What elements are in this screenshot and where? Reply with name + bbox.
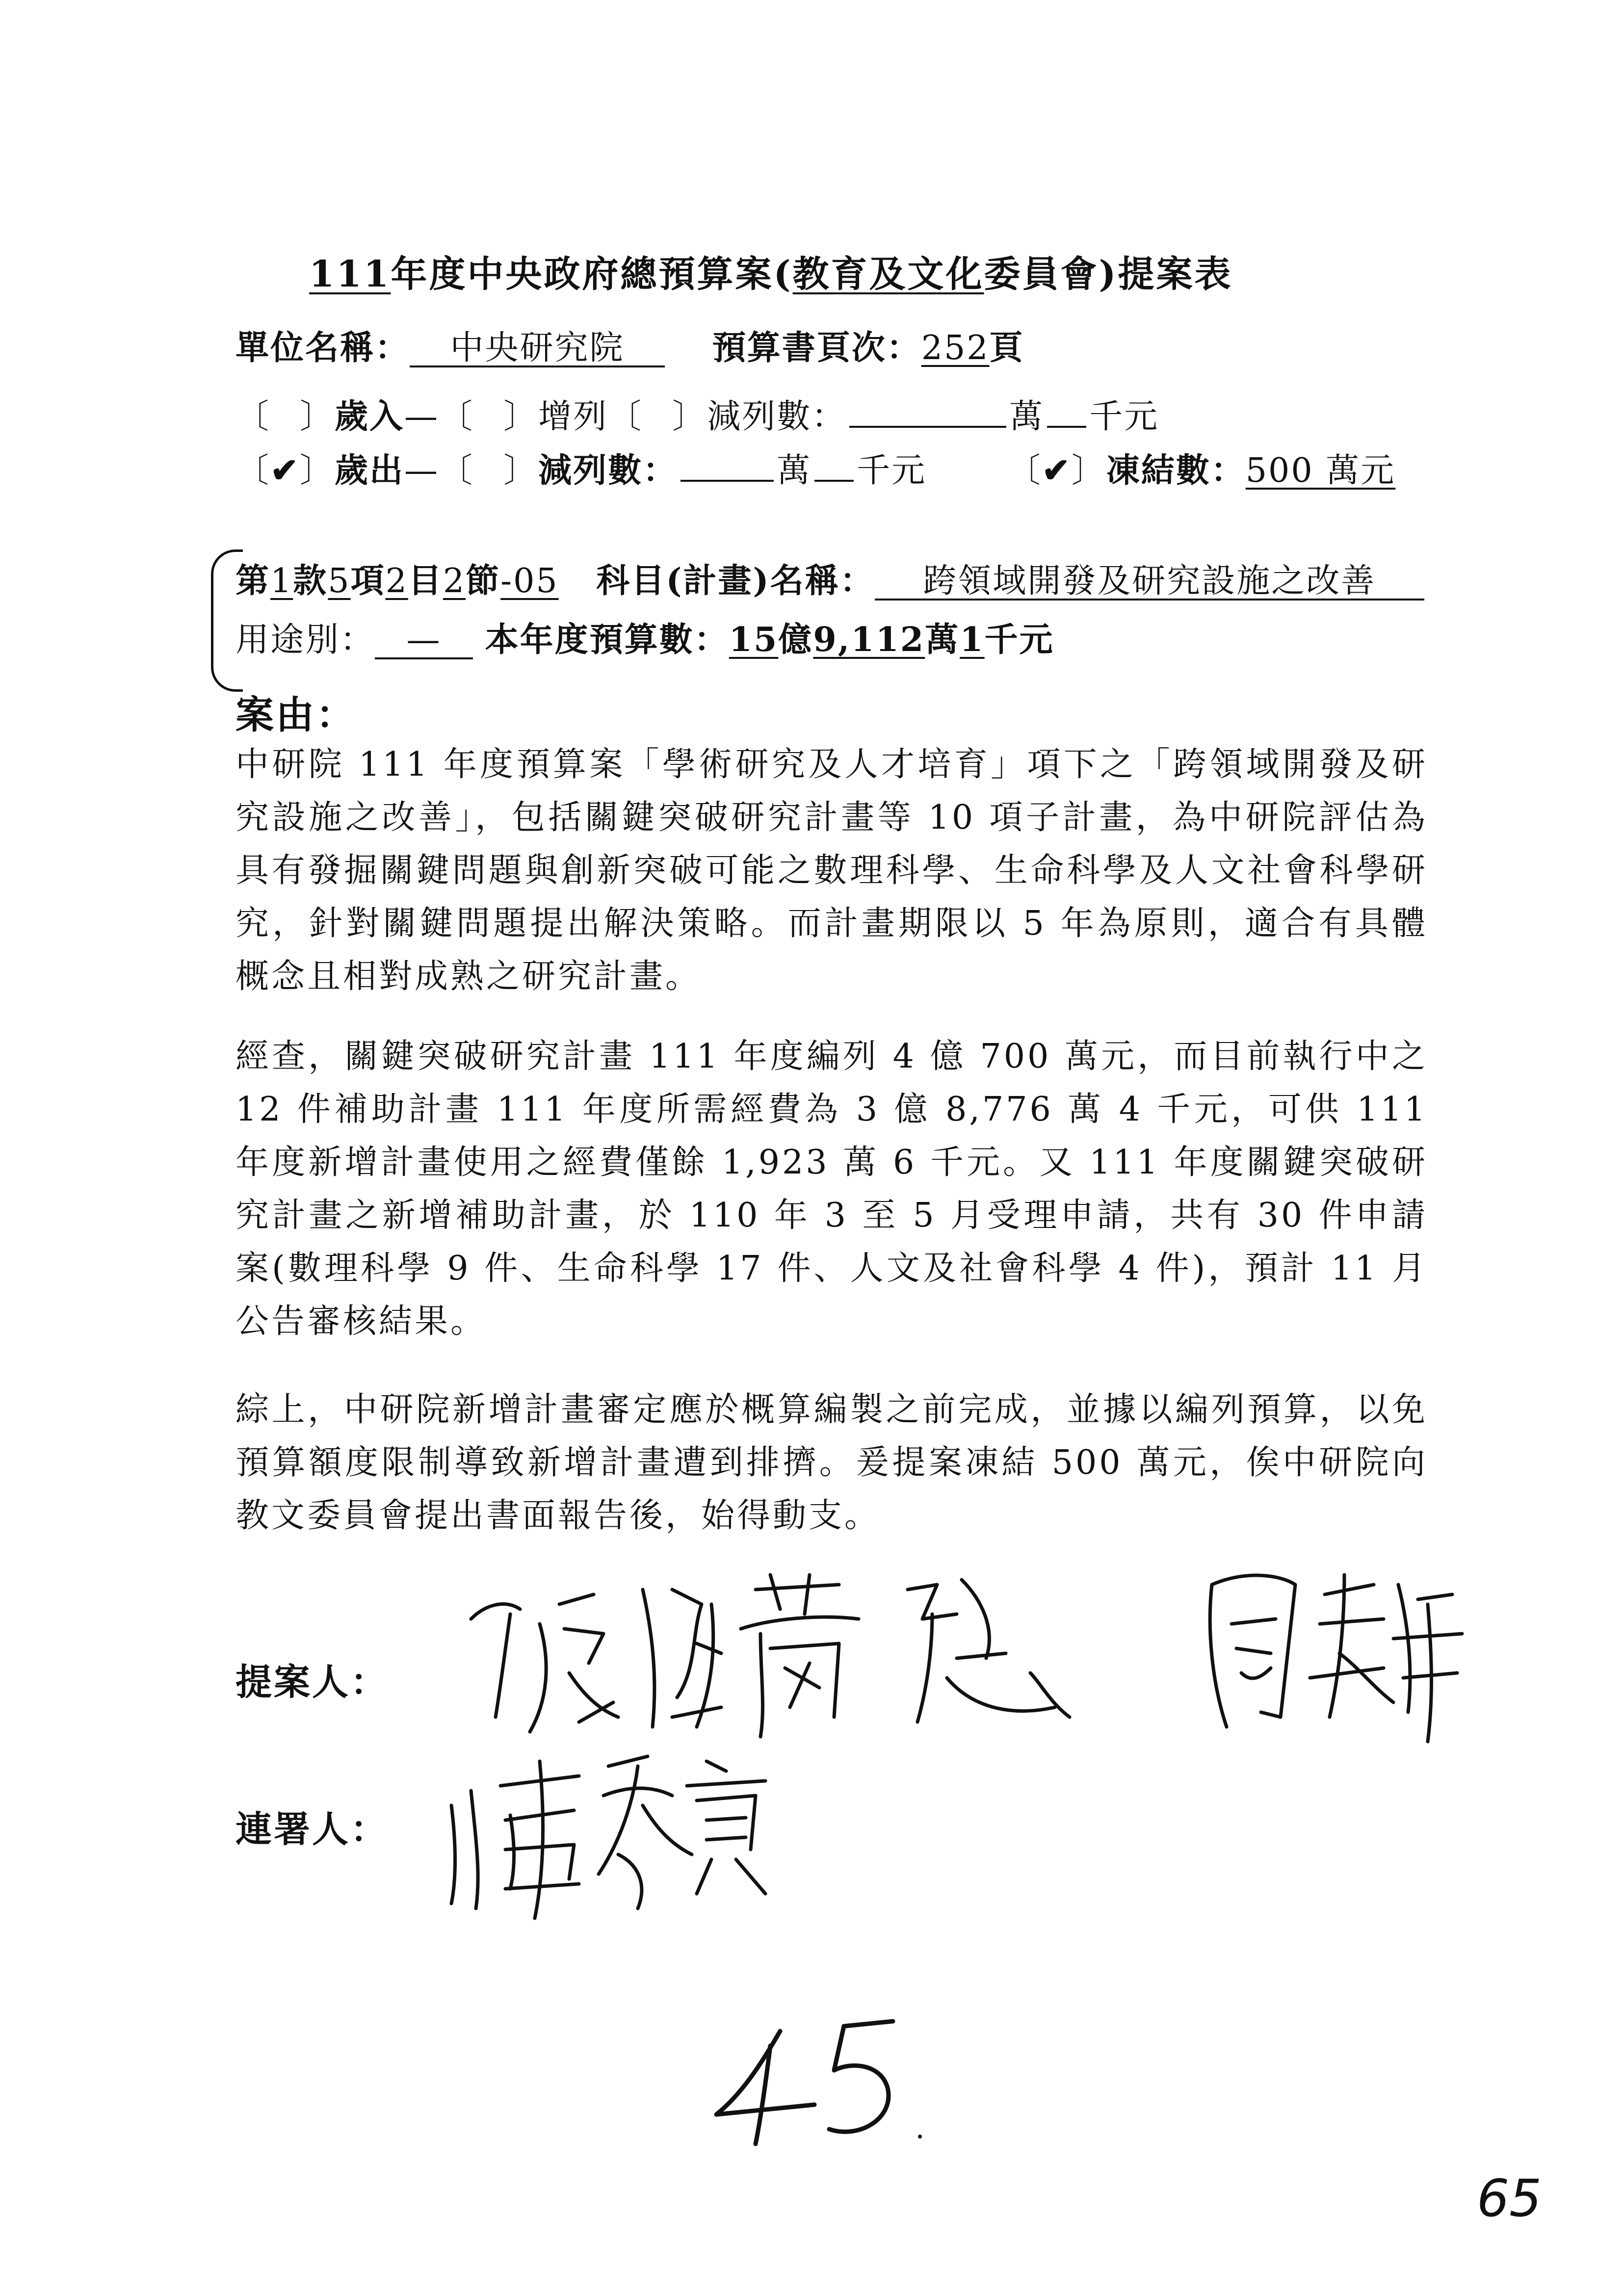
- reason-heading: 案由：: [236, 693, 357, 737]
- handwritten-number-45: [687, 2011, 942, 2159]
- reason-paragraph-2: 經查，關鍵突破研究計畫 111 年度編列 4 億 700 萬元，而目前執行中之 12 件補助計畫 111 年度所需經費為 3 億 8,776 萬 4 千元，可供 111 年度新增計畫使用之經費僅餘 1,923 萬 6 千元。又 111 年度關鍵突破研究計畫之新增補助計畫，於 110 年 3 至 5 月受理申請，共有 30 件申請案(數理科學 9 件、生命科學 17 件、人文及社會科學 4 件)，預計 11 月公告審核結果。: [236, 1037, 1428, 1341]
- expenditure-checkbox-close: 〕: [300, 451, 335, 490]
- freeze-check-mark: ✔: [1042, 451, 1072, 490]
- unit-label: 單位名稱：: [236, 328, 410, 367]
- expenditure-line: [236, 444, 1395, 492]
- kuan-label: 款: [293, 561, 328, 600]
- reason-paragraph-1: 中研院 111 年度預算案「學術研究及人才培育」項下之「跨領域開發及研究設施之改善」，包括關鍵突破研究計畫等 10 項子計畫，為中研院評估為具有發掘關鍵問題與創新突破可能之數理科學、生命科學及人文社會科學研究，針對關鍵問題提出解決策略。而計畫期限以 5 年為原則，適合有具體概念且相對成熟之研究計畫。: [236, 745, 1428, 996]
- cosigner-signature: [432, 1747, 775, 1923]
- mu-number: 2: [385, 562, 408, 600]
- expenditure-decrease-label: 減列數：: [538, 451, 678, 490]
- xiang-number: 5: [328, 562, 351, 600]
- increase-checkbox-close: 〕: [503, 397, 539, 436]
- expenditure-wan-blank: [681, 475, 774, 482]
- unit-line: [236, 321, 1024, 369]
- expenditure-dash: —: [404, 451, 440, 490]
- exp-decrease-checkbox-close: 〕: [503, 451, 539, 490]
- usage-value: —: [375, 623, 473, 659]
- budget-qianyuan: 千元: [984, 620, 1054, 659]
- mu-label: 目: [408, 561, 443, 600]
- budget-qian-number: 1: [960, 620, 985, 659]
- revenue-label: 歲入: [335, 397, 405, 436]
- kuan-number: 1: [270, 562, 293, 600]
- expenditure-qian-blank: [814, 475, 854, 482]
- subject-name-value: 跨領域開發及研究設施之改善: [875, 564, 1424, 600]
- revenue-qianyuan: 千元: [1089, 397, 1159, 436]
- revenue-checkbox-open: 〔: [236, 397, 271, 436]
- budget-yi-number: 15: [729, 620, 779, 659]
- revenue-checkbox-close: 〕: [300, 397, 335, 436]
- revenue-wan-blank: [849, 421, 1006, 428]
- expenditure-label: 歲出: [335, 451, 405, 490]
- expenditure-wan: 萬: [777, 451, 812, 490]
- jie-code: -05: [500, 562, 559, 600]
- proposer-signature-2: [1197, 1555, 1472, 1751]
- page-ref-suffix: 頁: [989, 328, 1024, 367]
- proposer-label: 提案人：: [236, 1661, 389, 1703]
- usage-label: 用途別：: [236, 621, 375, 659]
- jie-label: 節: [466, 561, 501, 600]
- cosigner-label: 連署人：: [236, 1808, 389, 1851]
- title-part2: 委員會)提案表: [984, 253, 1233, 295]
- freeze-checkbox-close: 〕: [1071, 451, 1106, 490]
- revenue-wan: 萬: [1009, 397, 1045, 436]
- reason-paragraph-3: 綜上，中研院新增計畫審定應於概算編製之前完成，並據以編列預算，以免預算額度限制導致新增計畫遭到排擠。爰提案凍結 500 萬元，俟中研院向教文委員會提出書面報告後，始得動支。: [236, 1390, 1428, 1535]
- subject-name-label: 科目(計畫)名稱：: [596, 561, 875, 600]
- subject-di: 第: [236, 561, 271, 600]
- title-part1: 年度中央政府總預算案(: [391, 253, 793, 295]
- subject-line: [236, 554, 1424, 602]
- usage-line: [236, 613, 1054, 661]
- expenditure-qianyuan: 千元: [857, 451, 927, 490]
- revenue-dash: —: [404, 397, 440, 436]
- expenditure-checkbox-open: 〔: [236, 451, 271, 490]
- annual-budget-label: 本年度預算數：: [485, 620, 729, 659]
- revenue-decrease-label: 減列數：: [707, 397, 847, 436]
- title-year: 111: [309, 253, 391, 295]
- revenue-line: [236, 390, 1159, 438]
- freeze-label: 凍結數：: [1106, 451, 1246, 490]
- unit-value: 中央研究院: [410, 331, 665, 367]
- increase-checkbox-open: 〔: [439, 397, 474, 436]
- decrease-checkbox-close: 〕: [672, 397, 707, 436]
- title-committee: 教育及文化: [792, 253, 984, 295]
- budget-wan-number: 9,112: [813, 620, 925, 659]
- form-title: [309, 245, 1339, 297]
- revenue-qian-blank: [1047, 421, 1086, 428]
- increase-label: 增列: [538, 397, 608, 436]
- page-ref-label: 預算書頁次：: [712, 328, 921, 367]
- exp-decrease-checkbox-open: 〔: [439, 451, 474, 490]
- proposer-signature-1: [466, 1560, 1128, 1747]
- page-number: 65: [1477, 2168, 1542, 2228]
- page-ref-value: 252: [921, 329, 990, 367]
- xiang-label: 項: [350, 561, 386, 600]
- budget-wan: 萬: [925, 620, 960, 659]
- jie-number: 2: [443, 562, 466, 600]
- decrease-checkbox-open: 〔: [608, 397, 643, 436]
- freeze-checkbox-open: 〔: [1007, 451, 1042, 490]
- freeze-value: 500 萬元: [1245, 451, 1396, 490]
- expenditure-check-mark: ✔: [270, 451, 300, 490]
- budget-yi: 億: [778, 620, 813, 659]
